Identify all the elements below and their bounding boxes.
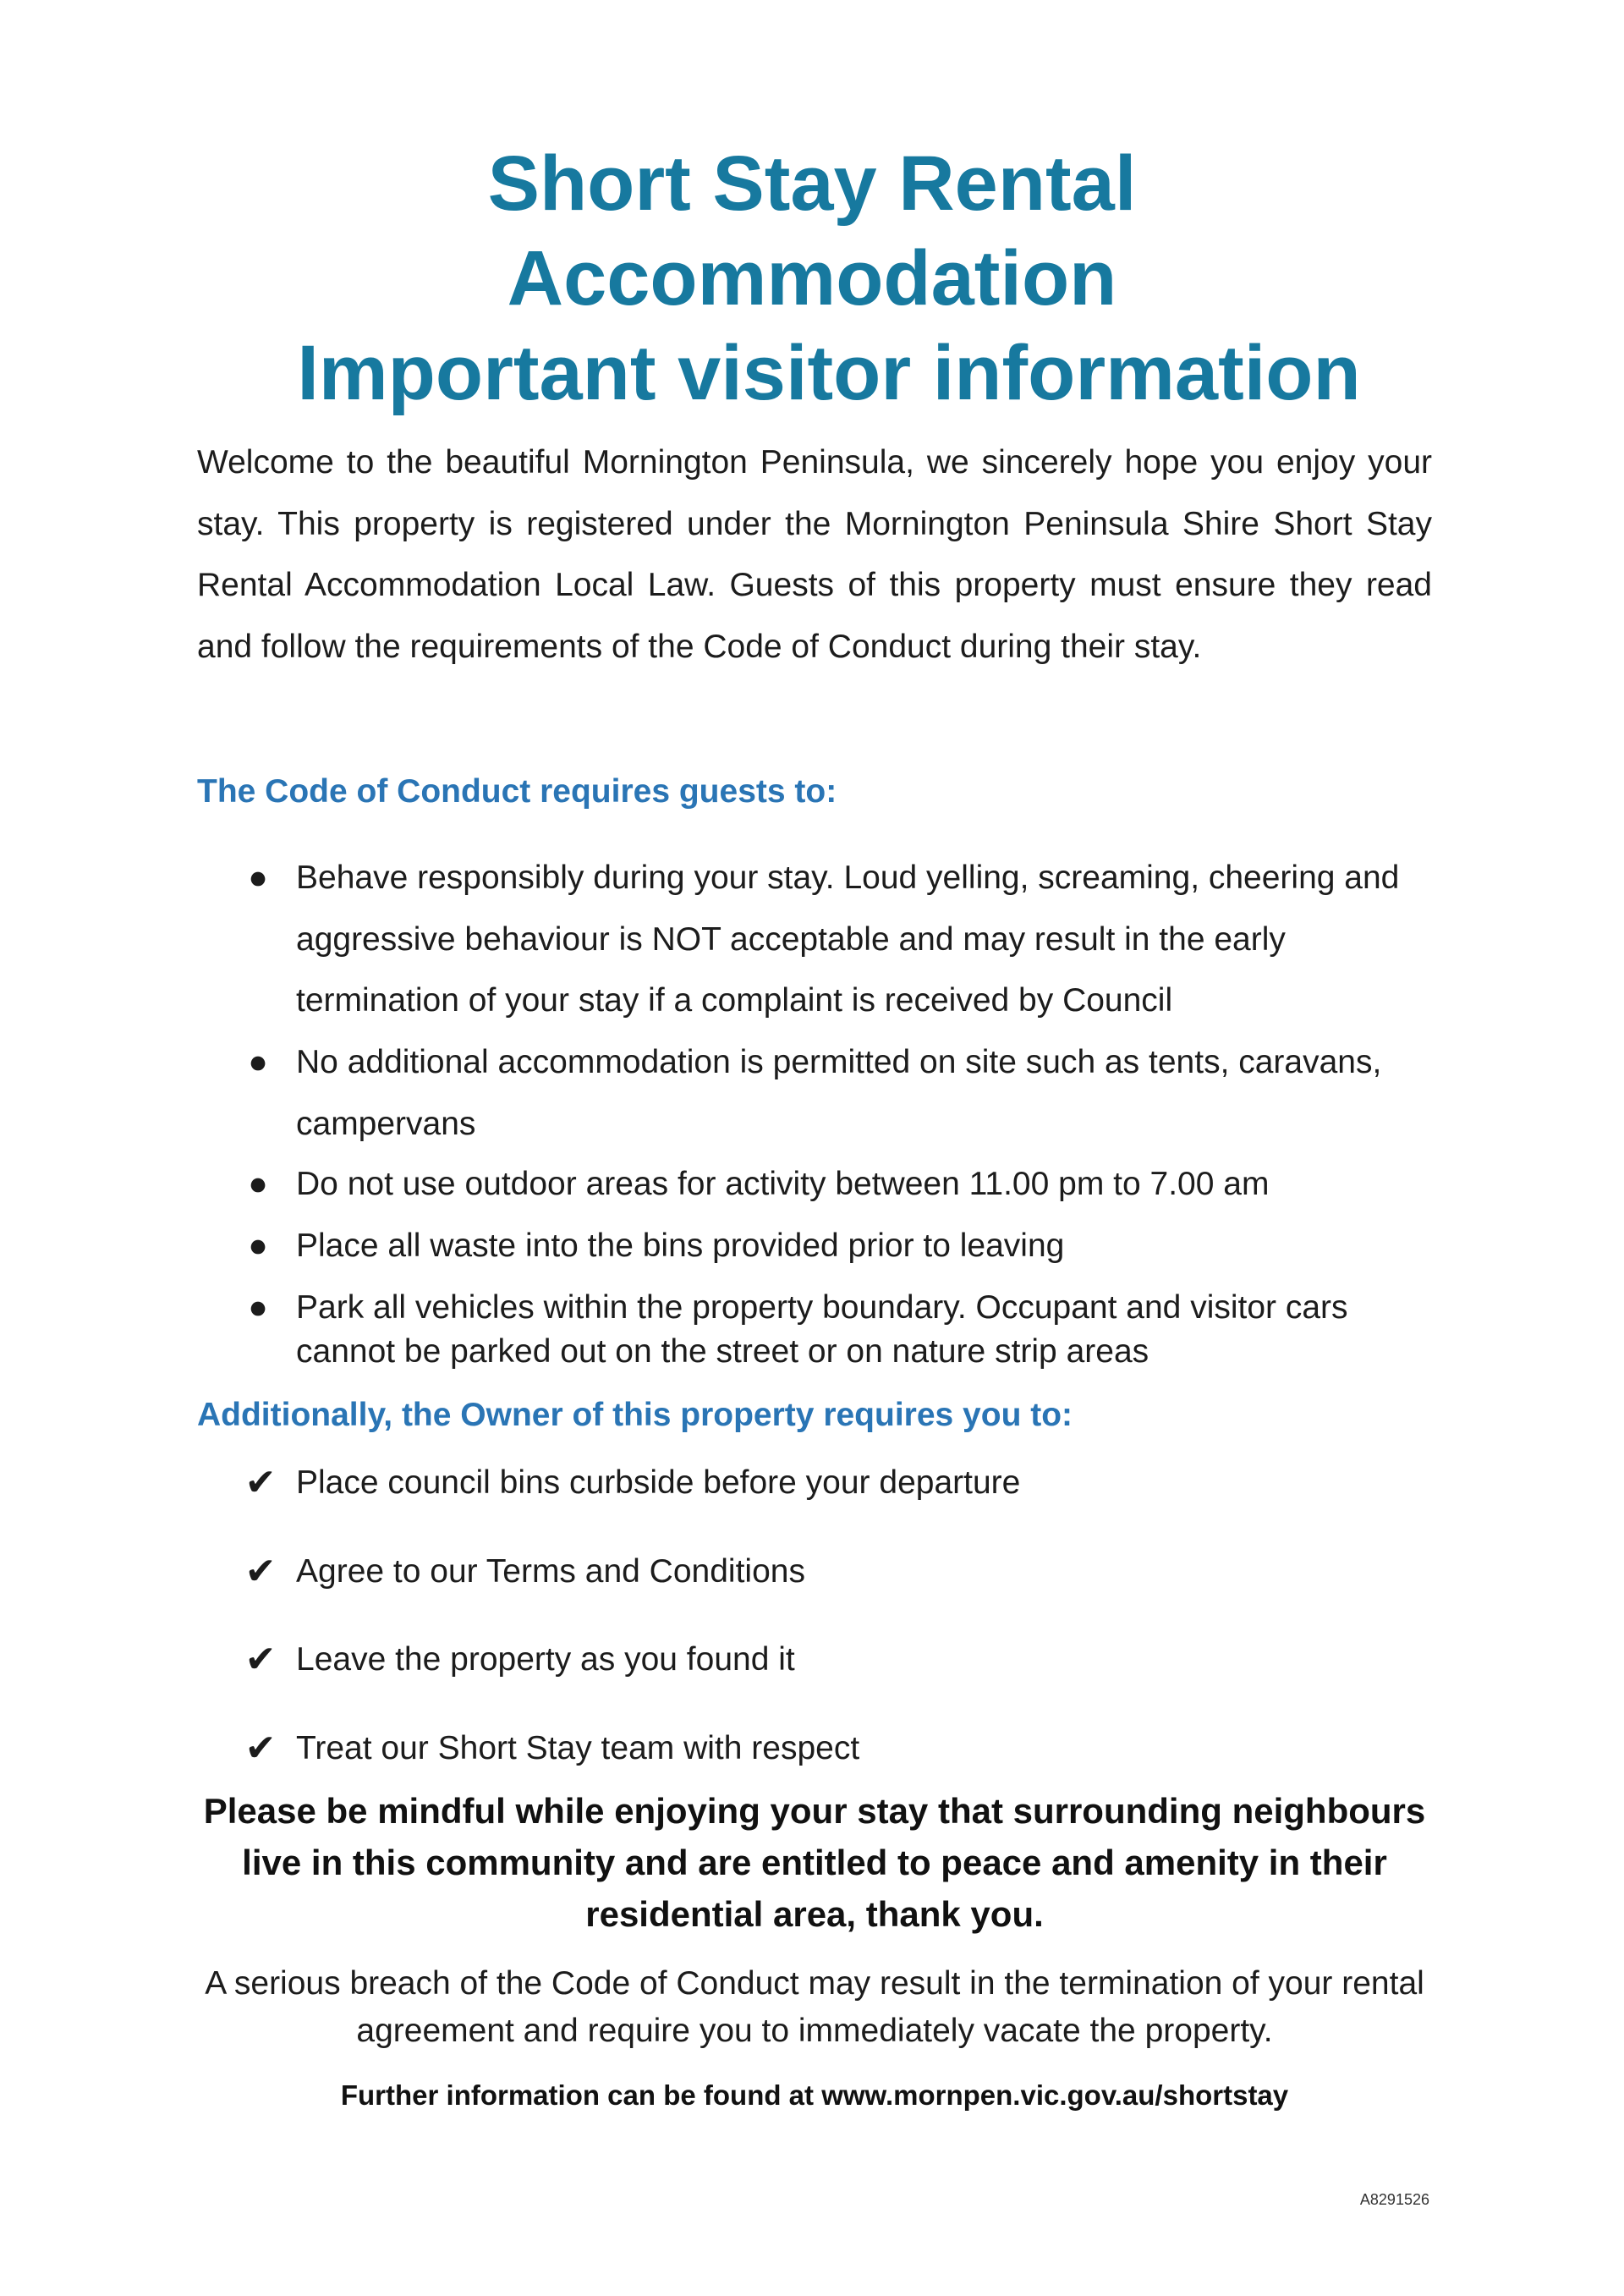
page-title-line-3: Important visitor information — [297, 330, 1361, 416]
owner-requirements-heading: Additionally, the Owner of this property requires you to: — [197, 1397, 1073, 1433]
document-reference: A8291526 — [1359, 2191, 1429, 2208]
checklist-item-text: Place council bins curbside before your departure — [296, 1464, 1021, 1501]
checklist-item — [244, 1546, 1438, 1597]
checklist-item-text: Agree to our Terms and Conditions — [296, 1553, 805, 1590]
mindful-notice: Please be mindful while enjoying your stay that surrounding neighbours live in this community and are entitled to peace and amenity in their residential area, thank you. — [203, 1791, 1426, 1934]
checklist-item — [244, 1723, 1438, 1774]
list-item-text: No additional accommodation is permitted on site such as tents, caravans, campervans — [296, 1044, 1382, 1142]
list-item — [248, 1154, 1438, 1216]
checklist-item-text: Treat our Short Stay team with respect — [296, 1730, 860, 1766]
breach-notice: A serious breach of the Code of Conduct may result in the termination of your rental agreement and require you to immediately vacate the property. — [205, 1965, 1424, 2049]
bullet-icon: ● — [248, 1228, 268, 1264]
further-information: Further information can be found at www.mornpen.vic.gov.au/shortstay — [340, 2079, 1289, 2111]
bullet-icon: ● — [248, 1166, 268, 1202]
code-of-conduct-heading: The Code of Conduct requires guests to: — [197, 773, 837, 810]
checkmark-icon: ✔ — [244, 1551, 277, 1592]
list-item-text: Do not use outdoor areas for activity between 11.00 pm to 7.00 am — [296, 1166, 1270, 1202]
bullet-icon: ● — [248, 1044, 268, 1080]
checkmark-icon: ✔ — [244, 1639, 277, 1680]
bullet-icon: ● — [248, 1289, 268, 1326]
checkmark-icon: ✔ — [244, 1727, 277, 1769]
list-item-text: Park all vehicles within the property boundary. Occupant and visitor cars cannot be parked out on the street or on nature strip areas — [296, 1289, 1348, 1370]
page-title-line-2: Accommodation — [507, 235, 1117, 321]
bullet-icon: ● — [248, 860, 268, 896]
list-item — [248, 848, 1438, 1032]
list-item — [248, 1032, 1438, 1155]
list-item — [248, 1216, 1438, 1277]
list-item — [248, 1277, 1438, 1374]
list-item-text: Behave responsibly during your stay. Loud yelling, screaming, cheering and aggressive behaviour is NOT acceptable and may result in the early termination of your stay if a complaint is received by Council — [296, 860, 1400, 1019]
checkmark-icon: ✔ — [244, 1462, 277, 1503]
intro-paragraph: Welcome to the beautiful Mornington Peninsula, we sincerely hope you enjoy your stay. This property is registered under the Mornington Peninsula Shire Short Stay Rental Accommodation Local Law. Guests of this property must ensure they read and follow the requirements of the Code of Conduct during their stay. — [197, 444, 1432, 665]
checklist-item-text: Leave the property as you found it — [296, 1641, 795, 1678]
checklist-item — [244, 1634, 1438, 1685]
checklist-item — [244, 1458, 1438, 1508]
page-title-line-1: Short Stay Rental — [487, 140, 1137, 227]
list-item-text: Place all waste into the bins provided prior to leaving — [296, 1228, 1065, 1264]
